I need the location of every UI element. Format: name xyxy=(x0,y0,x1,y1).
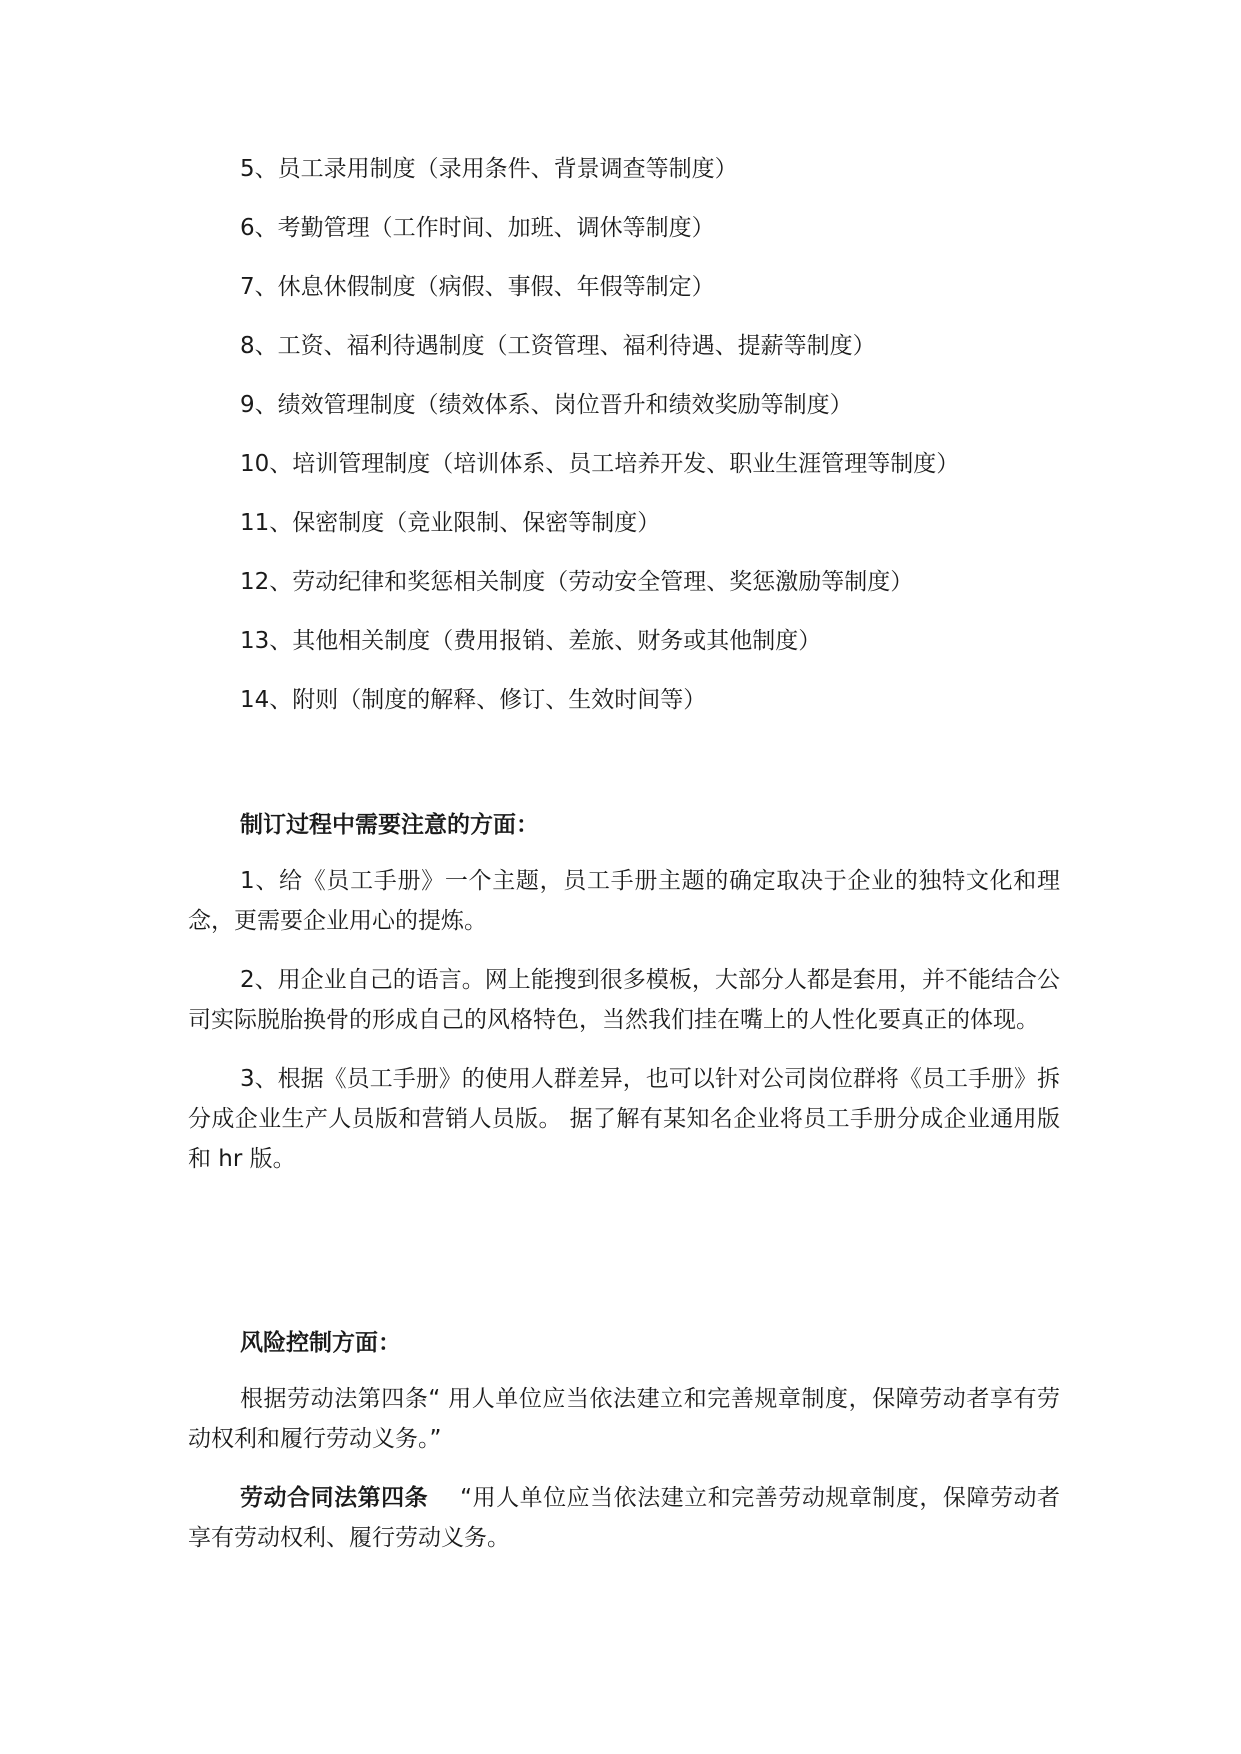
law-article-text: “用人单位应当依法建立和完善劳动规章制度，保障劳动者享有劳动权利、履行劳动义务。 xyxy=(188,1485,1060,1551)
notes-section xyxy=(188,808,1060,1179)
list-item: 10、培训管理制度（培训体系、员工培养开发、职业生涯管理等制度） xyxy=(240,451,960,477)
notes-heading: 制订过程中需要注意的方面： xyxy=(240,812,539,838)
list-item: 5、员工录用制度（录用条件、背景调查等制度） xyxy=(240,156,738,182)
risk-paragraph: 根据劳动法第四条“ 用人单位应当依法建立和完善规章制度，保障劳动者享有劳动权利和履行劳动义务。” xyxy=(188,1386,1060,1452)
risk-section xyxy=(188,1326,1060,1558)
law-article-title: 劳动合同法第四条 xyxy=(240,1485,429,1511)
notes-paragraph: 2、用企业自己的语言。网上能搜到很多模板，大部分人都是套用，并不能结合公司实际脱胎换骨的形成自己的风格特色，当然我们挂在嘴上的人性化要真正的体现。 xyxy=(188,967,1060,1033)
list-item: 9、绩效管理制度（绩效体系、岗位晋升和绩效奖励等制度） xyxy=(240,392,853,418)
regulation-list xyxy=(240,152,1060,742)
list-item: 14、附则（制度的解释、修订、生效时间等） xyxy=(240,687,707,713)
notes-paragraph: 1、给《员工手册》一个主题，员工手册主题的确定取决于企业的独特文化和理念，更需要企业用心的提炼。 xyxy=(188,868,1060,934)
list-item: 12、劳动纪律和奖惩相关制度（劳动安全管理、奖惩激励等制度） xyxy=(240,569,914,595)
list-item: 7、休息休假制度（病假、事假、年假等制定） xyxy=(240,274,715,300)
risk-paragraph xyxy=(188,1478,1060,1558)
risk-heading: 风险控制方面： xyxy=(240,1330,401,1356)
list-item: 11、保密制度（竞业限制、保密等制度） xyxy=(240,510,661,536)
notes-paragraph: 3、根据《员工手册》的使用人群差异，也可以针对公司岗位群将《员工手册》拆分成企业生产人员版和营销人员版。 据了解有某知名企业将员工手册分成企业通用版和 hr 版。 xyxy=(188,1066,1060,1172)
list-item: 8、工资、福利待遇制度（工资管理、福利待遇、提薪等制度） xyxy=(240,333,876,359)
list-item: 13、其他相关制度（费用报销、差旅、财务或其他制度） xyxy=(240,628,822,654)
list-item: 6、考勤管理（工作时间、加班、调休等制度） xyxy=(240,215,715,241)
